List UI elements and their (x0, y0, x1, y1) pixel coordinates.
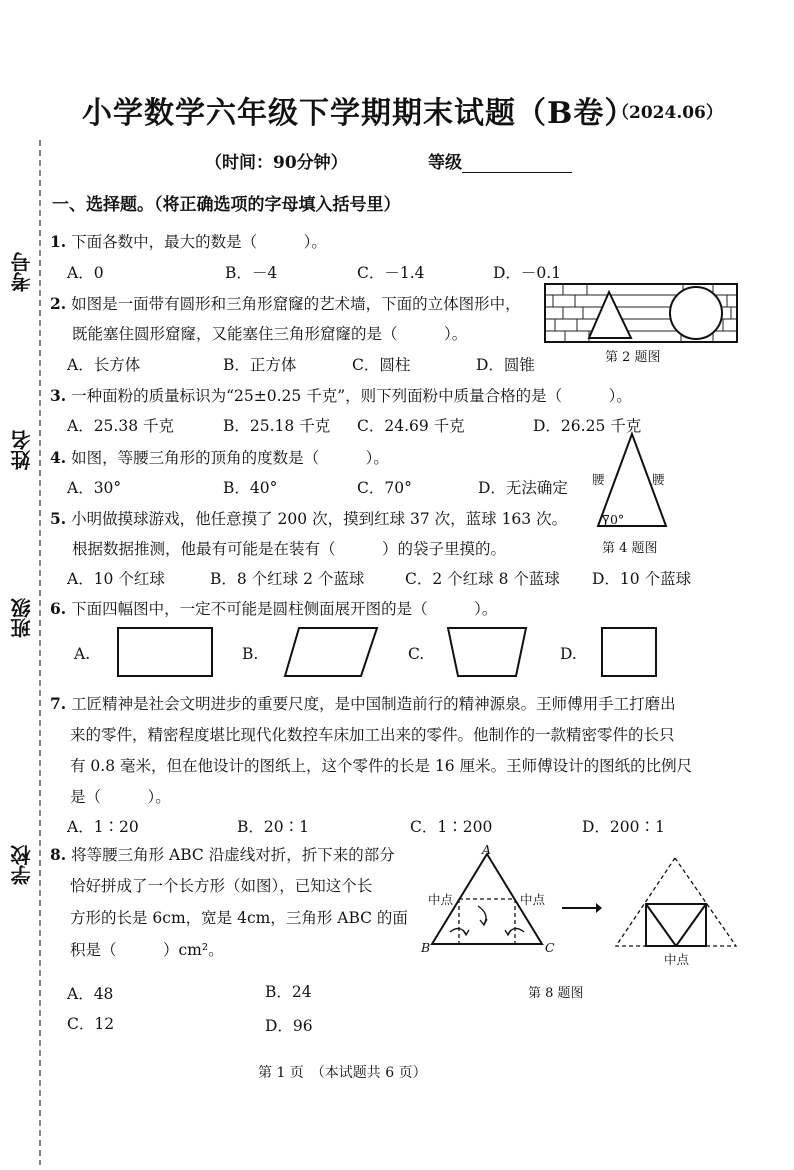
q2-option-b[interactable]: B．正方体 (223, 356, 297, 374)
q2-option-c[interactable]: C．圆柱 (352, 356, 411, 374)
q7-option-c[interactable]: C．1∶200 (410, 818, 493, 836)
q6-option-a[interactable]: A. (74, 645, 91, 663)
q7-line-4: 是（ ）。 (70, 788, 171, 806)
q4-option-b[interactable]: B．40° (223, 479, 278, 497)
q8-result-midpoint: 中点 (664, 952, 690, 967)
q6-option-c[interactable]: C. (408, 645, 425, 663)
q3-option-c[interactable]: C．24.69 千克 (357, 417, 465, 435)
q2-option-d[interactable]: D．圆锥 (476, 356, 535, 374)
q7-number: 7. (50, 694, 67, 713)
q8-midpoint-right: 中点 (520, 892, 546, 907)
q7-line-3: 有 0.8 毫米，但在他设计的图纸上，这个零件的长是 16 厘米。王师傅设计的图纸的比例尺 (70, 757, 693, 775)
q8-option-d[interactable]: D．96 (265, 1017, 313, 1035)
q4-question (50, 446, 389, 468)
q3-number: 3. (50, 386, 67, 405)
sidebar-name: 姓名 (10, 430, 34, 470)
q8-vertex-b: B (421, 940, 431, 955)
q2-wall-figure (543, 282, 743, 346)
q7-option-a[interactable]: A．1∶20 (67, 818, 139, 836)
q4-text: 如图，等腰三角形的顶角的度数是（ ）。 (71, 449, 389, 467)
q6-trapezoid-shape (446, 626, 530, 680)
grade-label: 等级 (428, 153, 462, 173)
q6-parallelogram-shape (283, 626, 383, 680)
q5-number: 5. (50, 509, 67, 528)
q8-result-figure (612, 852, 742, 952)
q1-option-c[interactable]: C．－1.4 (357, 264, 425, 282)
q8-option-b[interactable]: B．24 (265, 983, 312, 1001)
q6-rectangle-shape (116, 626, 216, 680)
q1-option-b[interactable]: B．－4 (225, 264, 278, 282)
q4-angle-label: 70° (602, 512, 625, 527)
q8-arrow (560, 900, 604, 916)
q8-line-4: 积是（ ）cm²。 (70, 941, 224, 959)
q8-line-3: 方形的长是 6cm，宽是 4cm，三角形 ABC 的面 (70, 909, 408, 927)
q2-option-a[interactable]: A．长方体 (67, 356, 141, 374)
q6-option-b[interactable]: B. (242, 645, 259, 663)
q4-option-d[interactable]: D．无法确定 (478, 479, 568, 497)
q8-vertex-a: A (482, 842, 492, 857)
q4-number: 4. (50, 448, 67, 467)
q8-midpoint-left: 中点 (428, 892, 454, 907)
section-1-heading: 一、选择题。（将正确选项的字母填入括号里） (52, 195, 401, 215)
page-footer: 第 1 页 （本试题共 6 页） (258, 1065, 427, 1081)
q8-option-a[interactable]: A．48 (67, 985, 114, 1003)
q1-number: 1. (50, 232, 67, 251)
q5-option-d[interactable]: D．10 个蓝球 (592, 570, 692, 588)
q2-figure-caption: 第 2 题图 (605, 350, 661, 365)
q2-text-1: 如图是一面带有圆形和三角形窟窿的艺术墙，下面的立体图形中， (71, 295, 521, 313)
sidebar-class: 班级 (10, 598, 34, 638)
grade-blank[interactable] (462, 156, 572, 173)
q6-question (50, 597, 497, 619)
q2-question (50, 292, 521, 314)
q2-number: 2. (50, 294, 67, 313)
q4-left-leg-label: 腰 (592, 472, 605, 487)
q8-number: 8. (50, 845, 67, 864)
q4-option-a[interactable]: A．30° (67, 479, 122, 497)
q6-text: 下面四幅图中，一定不可能是圆柱侧面展开图的是（ ）。 (71, 600, 498, 618)
binding-line (30, 140, 50, 1170)
q7-option-b[interactable]: B．20∶1 (237, 818, 309, 836)
q5-option-c[interactable]: C．2 个红球 8 个蓝球 (405, 570, 560, 588)
q5-option-a[interactable]: A．10 个红球 (67, 570, 165, 588)
grade-field (428, 148, 572, 173)
q8-question (50, 843, 395, 865)
q2-text-2: 既能塞住圆形窟窿，又能塞住三角形窟窿的是（ ）。 (72, 325, 468, 343)
q6-square-shape (600, 626, 660, 680)
q7-question (50, 692, 676, 714)
q6-number: 6. (50, 599, 67, 618)
q5-question (50, 507, 567, 529)
sidebar-school: 学校 (10, 845, 34, 885)
q3-option-a[interactable]: A．25.38 千克 (67, 417, 174, 435)
q3-option-d[interactable]: D．26.25 千克 (533, 417, 642, 435)
q1-option-a[interactable]: A．0 (67, 264, 104, 282)
q8-option-c[interactable]: C．12 (67, 1015, 115, 1033)
exam-time: （时间：90分钟） (205, 153, 348, 173)
q1-question (50, 230, 327, 252)
q7-line-1: 工匠精神是社会文明进步的重要尺度，是中国制造前行的精神源泉。王师傅用手工打磨出 (71, 695, 676, 713)
exam-date: （2024.06） (612, 103, 723, 123)
q5-option-b[interactable]: B．8 个红球 2 个蓝球 (210, 570, 365, 588)
q6-option-d[interactable]: D. (560, 645, 577, 663)
q1-text: 下面各数中，最大的数是（ ）。 (71, 233, 327, 251)
q4-figure-caption: 第 4 题图 (602, 541, 658, 556)
q7-line-2: 来的零件，精密程度堪比现代化数控车床加工出来的零件。他制作的一款精密零件的长只 (70, 726, 675, 744)
q8-line-2: 恰好拼成了一个长方形（如图），已知这个长 (70, 877, 373, 895)
q3-question (50, 384, 632, 406)
q7-option-d[interactable]: D．200∶1 (582, 818, 665, 836)
q4-right-leg-label: 腰 (652, 472, 665, 487)
q3-text: 一种面粉的质量标识为“25±0.25 千克”，则下列面粉中质量合格的是（ ）。 (71, 387, 632, 405)
q8-figure-caption: 第 8 题图 (528, 986, 584, 1001)
q4-option-c[interactable]: C．70° (357, 479, 412, 497)
q3-option-b[interactable]: B．25.18 千克 (223, 417, 331, 435)
q1-option-d[interactable]: D．－0.1 (493, 264, 562, 282)
q5-text-1: 小明做摸球游戏，他任意摸了 200 次，摸到红球 37 次，蓝球 163 次。 (71, 510, 568, 528)
q8-vertex-c: C (545, 940, 555, 955)
page-title: 小学数学六年级下学期期末试题（B卷） (82, 96, 636, 131)
sidebar-exam-no: 考号 (10, 252, 34, 292)
q5-text-2: 根据数据推测，他最有可能是在装有（ ）的袋子里摸的。 (72, 540, 507, 558)
q8-line-1: 将等腰三角形 ABC 沿虚线对折，折下来的部分 (71, 846, 395, 864)
